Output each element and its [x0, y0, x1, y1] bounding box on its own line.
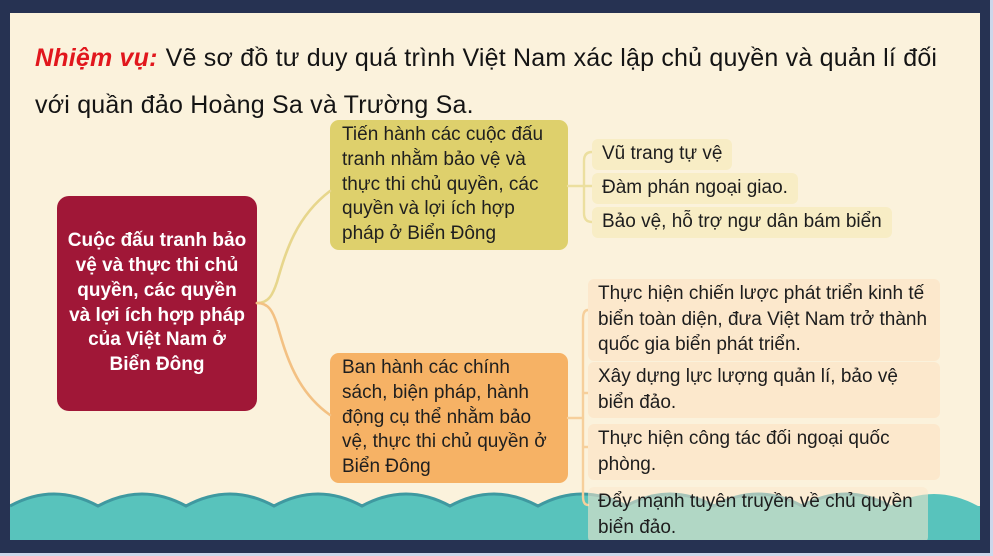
leaf-defense-diplomacy: Thực hiện công tác đối ngoại quốc phòng. [588, 424, 940, 480]
leaf-diplomacy: Đàm phán ngoại giao. [592, 173, 798, 204]
leaf-propaganda: Đẩy mạnh tuyên truyền về chủ quyền biển đảo. [588, 487, 928, 540]
slide-content [10, 13, 980, 540]
mindmap-root-node: Cuộc đấu tranh bảo vệ và thực thi chủ quyền, các quyền và lợi ích hợp pháp của Việt Nam ở Biển Đông [57, 196, 257, 411]
leaf-self-defense: Vũ trang tự vệ [592, 139, 732, 170]
mindmap-branch-policy: Ban hành các chính sách, biện pháp, hành động cụ thể nhằm bảo vệ, thực thi chủ quyền ở Biển Đông [330, 353, 568, 483]
task-title-label: Nhiệm vụ: [35, 44, 158, 72]
leaf-management-force: Xây dựng lực lượng quản lí, bảo vệ biển đảo. [588, 362, 940, 418]
mindmap-branch-struggle: Tiến hành các cuộc đấu tranh nhằm bảo vệ và thực thi chủ quyền, các quyền và lợi ích hợp pháp ở Biển Đông [330, 120, 568, 250]
leaf-marine-economy: Thực hiện chiến lược phát triển kinh tế biển toàn diện, đưa Việt Nam trở thành quốc gia biển phát triển. [588, 279, 940, 361]
leaf-fishermen-support: Bảo vệ, hỗ trợ ngư dân bám biển [592, 207, 892, 238]
task-title-text: Vẽ sơ đồ tư duy quá trình Việt Nam xác lập chủ quyền và quản lí đối với quần đảo Hoàng Sa và Trường Sa. [35, 44, 938, 119]
